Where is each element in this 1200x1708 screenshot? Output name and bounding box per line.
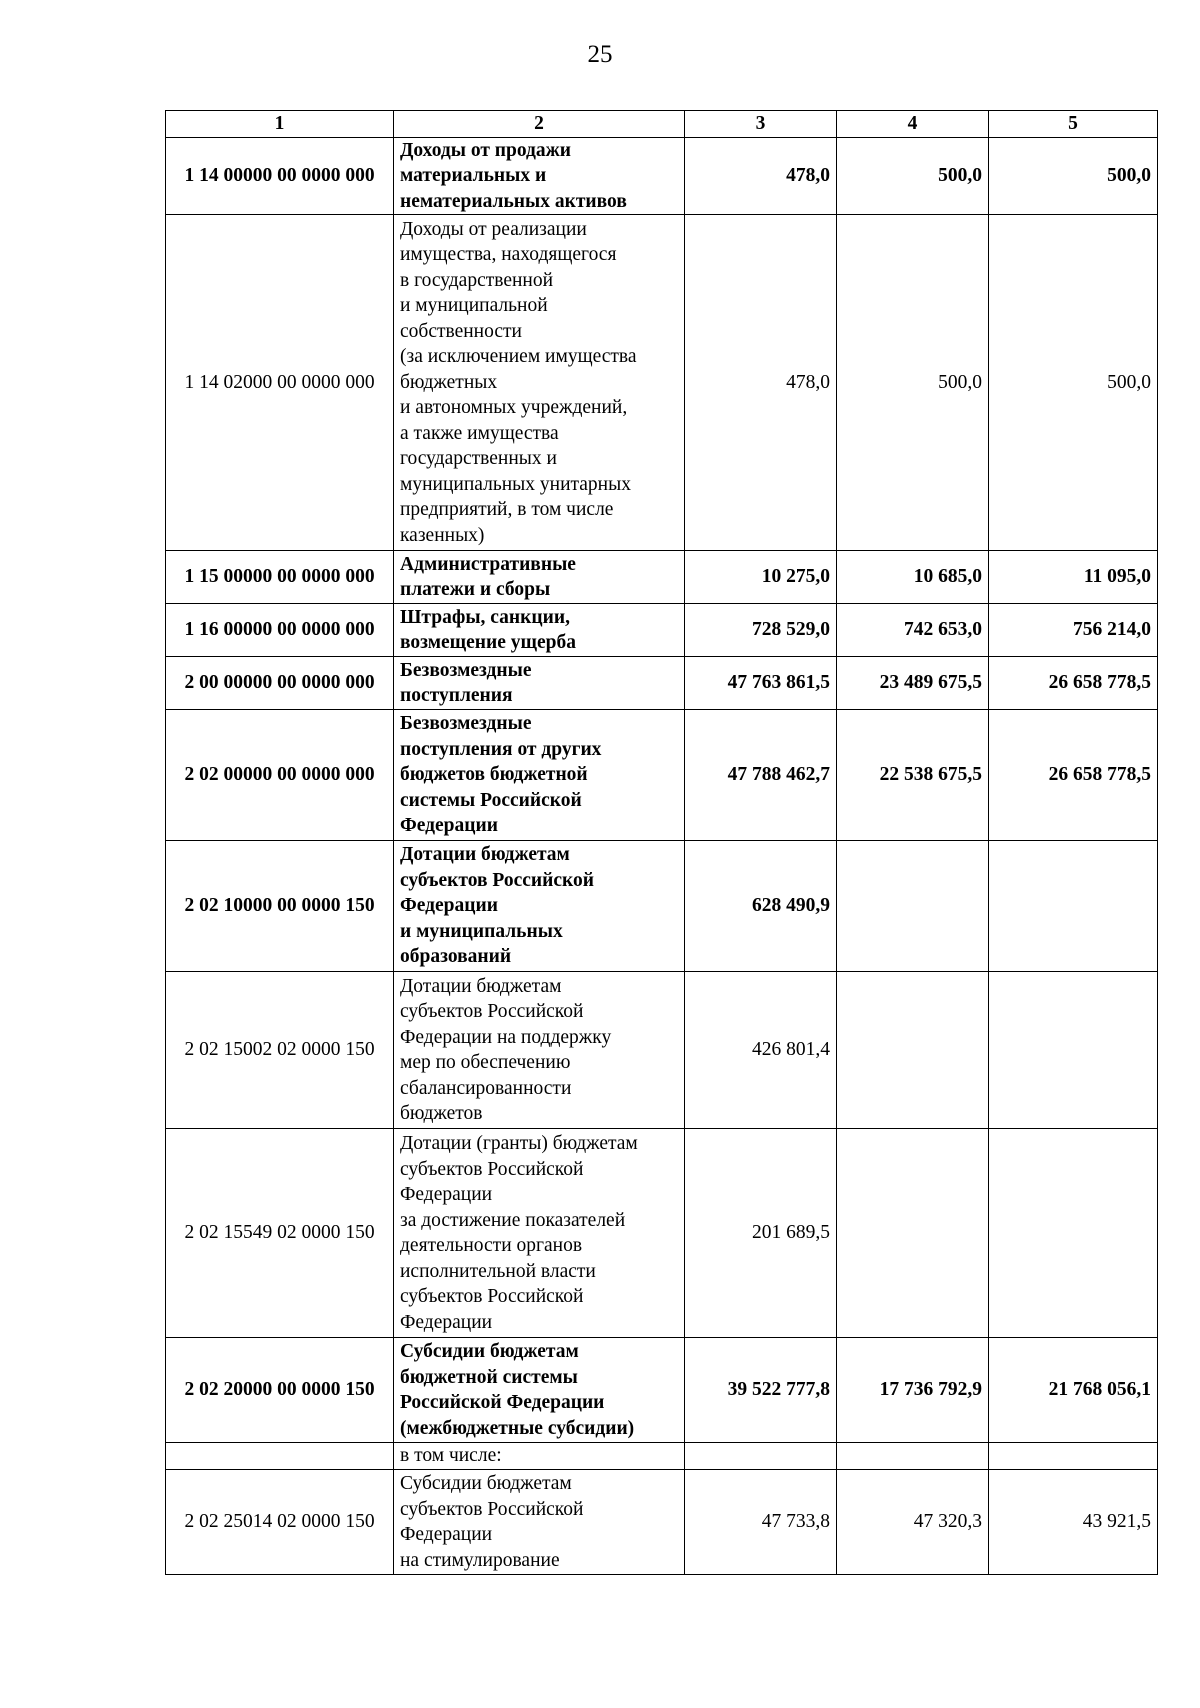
table-header-row xyxy=(166,111,1158,138)
table-row xyxy=(166,137,1158,215)
column-header-2: 2 xyxy=(394,111,685,138)
value-year1-cell xyxy=(685,1443,837,1470)
value-year2-cell xyxy=(837,972,989,1129)
table-row xyxy=(166,1129,1158,1338)
column-header-1: 1 xyxy=(166,111,394,138)
table-row xyxy=(166,551,1158,604)
table-body xyxy=(166,137,1158,1575)
value-year3-cell: 756 214,0 xyxy=(989,604,1158,657)
revenue-name-cell: в том числе: xyxy=(394,1443,685,1470)
value-year1-cell: 39 522 777,8 xyxy=(685,1338,837,1443)
value-year2-cell: 10 685,0 xyxy=(837,551,989,604)
value-year3-cell xyxy=(989,1443,1158,1470)
revenue-name-cell: Доходы от реализации имущества, находящегося в государственной и муниципальной собственности (за исключением имущества бюджетных и автономных учреждений, а также имущества государственных и муниципальных унитарных предприятий, в том числе казенных) xyxy=(394,215,685,551)
budget-code-cell: 2 02 00000 00 0000 000 xyxy=(166,710,394,841)
value-year1-cell: 201 689,5 xyxy=(685,1129,837,1338)
revenue-name-cell: Субсидии бюджетам бюджетной системы Российской Федерации (межбюджетные субсидии) xyxy=(394,1338,685,1443)
value-year2-cell: 23 489 675,5 xyxy=(837,657,989,710)
revenue-name-cell: Безвозмездные поступления от других бюджетов бюджетной системы Российской Федерации xyxy=(394,710,685,841)
value-year3-cell: 500,0 xyxy=(989,137,1158,215)
revenue-name-cell: Безвозмездные поступления xyxy=(394,657,685,710)
revenue-name-cell: Административные платежи и сборы xyxy=(394,551,685,604)
revenue-name-cell: Дотации бюджетам субъектов Российской Федерации и муниципальных образований xyxy=(394,841,685,972)
value-year1-cell: 47 788 462,7 xyxy=(685,710,837,841)
table-row xyxy=(166,841,1158,972)
budget-code-cell: 2 00 00000 00 0000 000 xyxy=(166,657,394,710)
value-year1-cell: 47 763 861,5 xyxy=(685,657,837,710)
value-year2-cell: 742 653,0 xyxy=(837,604,989,657)
value-year3-cell: 21 768 056,1 xyxy=(989,1338,1158,1443)
budget-code-cell: 1 16 00000 00 0000 000 xyxy=(166,604,394,657)
value-year2-cell: 500,0 xyxy=(837,137,989,215)
table-row xyxy=(166,215,1158,551)
value-year2-cell xyxy=(837,1129,989,1338)
budget-code-cell: 2 02 20000 00 0000 150 xyxy=(166,1338,394,1443)
value-year1-cell: 478,0 xyxy=(685,215,837,551)
table-row xyxy=(166,657,1158,710)
revenue-name-cell: Субсидии бюджетам субъектов Российской Федерации на стимулирование xyxy=(394,1470,685,1575)
value-year1-cell: 728 529,0 xyxy=(685,604,837,657)
value-year2-cell: 22 538 675,5 xyxy=(837,710,989,841)
value-year2-cell: 17 736 792,9 xyxy=(837,1338,989,1443)
value-year3-cell xyxy=(989,972,1158,1129)
revenue-name-cell: Доходы от продажи материальных и нематериальных активов xyxy=(394,137,685,215)
budget-code-cell xyxy=(166,1443,394,1470)
table-row xyxy=(166,972,1158,1129)
budget-code-cell: 2 02 25014 02 0000 150 xyxy=(166,1470,394,1575)
value-year1-cell: 10 275,0 xyxy=(685,551,837,604)
table-row xyxy=(166,1470,1158,1575)
value-year2-cell xyxy=(837,841,989,972)
value-year2-cell: 500,0 xyxy=(837,215,989,551)
value-year2-cell: 47 320,3 xyxy=(837,1470,989,1575)
value-year3-cell: 500,0 xyxy=(989,215,1158,551)
revenue-name-cell: Штрафы, санкции, возмещение ущерба xyxy=(394,604,685,657)
budget-code-cell: 2 02 15549 02 0000 150 xyxy=(166,1129,394,1338)
budget-code-cell: 1 15 00000 00 0000 000 xyxy=(166,551,394,604)
budget-code-cell: 1 14 00000 00 0000 000 xyxy=(166,137,394,215)
column-header-3: 3 xyxy=(685,111,837,138)
column-header-4: 4 xyxy=(837,111,989,138)
table-row xyxy=(166,604,1158,657)
value-year1-cell: 628 490,9 xyxy=(685,841,837,972)
value-year3-cell: 26 658 778,5 xyxy=(989,710,1158,841)
budget-code-cell: 2 02 10000 00 0000 150 xyxy=(166,841,394,972)
table-row xyxy=(166,710,1158,841)
value-year3-cell: 43 921,5 xyxy=(989,1470,1158,1575)
budget-revenue-table xyxy=(165,110,1158,1575)
value-year3-cell: 26 658 778,5 xyxy=(989,657,1158,710)
revenue-name-cell: Дотации (гранты) бюджетам субъектов Российской Федерации за достижение показателей деятельности органов исполнительной власти субъектов Российской Федерации xyxy=(394,1129,685,1338)
page-number: 25 xyxy=(587,41,613,68)
revenue-name-cell: Дотации бюджетам субъектов Российской Федерации на поддержку мер по обеспечению сбалансированности бюджетов xyxy=(394,972,685,1129)
value-year1-cell: 478,0 xyxy=(685,137,837,215)
value-year1-cell: 426 801,4 xyxy=(685,972,837,1129)
value-year3-cell: 11 095,0 xyxy=(989,551,1158,604)
budget-code-cell: 1 14 02000 00 0000 000 xyxy=(166,215,394,551)
table-row xyxy=(166,1443,1158,1470)
value-year2-cell xyxy=(837,1443,989,1470)
column-header-5: 5 xyxy=(989,111,1158,138)
table-row xyxy=(166,1338,1158,1443)
value-year3-cell xyxy=(989,841,1158,972)
value-year3-cell xyxy=(989,1129,1158,1338)
budget-code-cell: 2 02 15002 02 0000 150 xyxy=(166,972,394,1129)
value-year1-cell: 47 733,8 xyxy=(685,1470,837,1575)
